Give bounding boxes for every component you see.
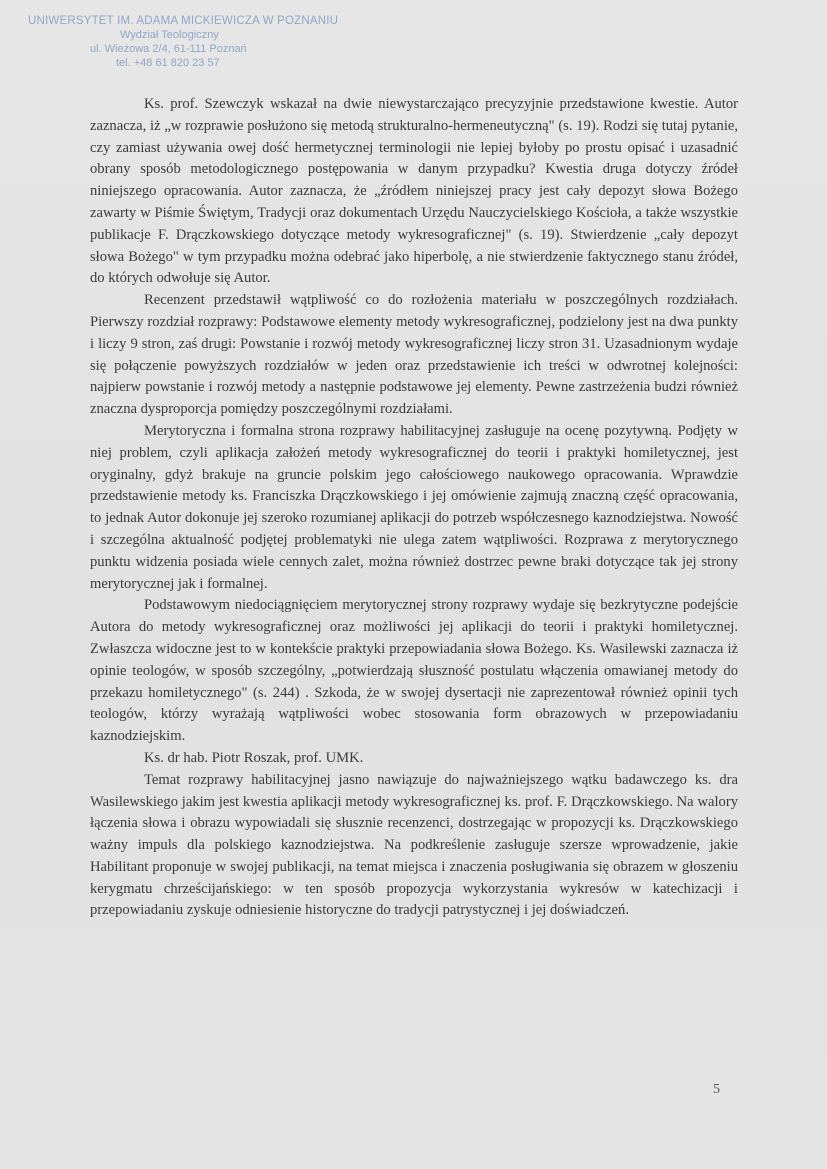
document-body bbox=[90, 94, 738, 922]
letterhead-address: ul. Wieżowa 2/4, 61-111 Poznań bbox=[90, 43, 247, 55]
letterhead bbox=[28, 14, 408, 70]
paragraph-1: Ks. prof. Szewczyk wskazał na dwie niewystarczająco precyzyjnie przedstawione kwestie. Autor zaznacza, iż „w rozprawie posłużono się metodą strukturalno-hermeneutyczną" (s. 19). Rodzi się tutaj pytanie, czy zamiast używania owej dość hermetycznej terminologii nie lepiej byłoby po prostu opisać i uzasadnić obrany sposób metodologicznego postępowania w danym przypadku? Kwestia druga dotyczy źródeł niniejszego opracowania. Autor zaznacza, że „źródłem niniejszej pracy jest cały depozyt słowa Bożego zawarty w Piśmie Świętym, Tradycji oraz dokumentach Urzędu Nauczycielskiego Kościoła, a także wszystkie publikacje F. Drączkowskiego dotyczące metody wykresograficznej" (s. 19). Stwierdzenie „cały depozyt słowa Bożego" w tym przypadku można odebrać jako hiperbolę, a nie stwierdzenie faktycznego stanu źródeł, do których odwołuje się Autor. bbox=[90, 96, 738, 287]
reviewer-name: Ks. dr hab. Piotr Roszak, prof. UMK. bbox=[144, 749, 364, 766]
page-number: 5 bbox=[713, 1082, 720, 1097]
paragraph-5: Temat rozprawy habilitacyjnej jasno nawiązuje do najważniejszego wątku badawczego ks. dra Wasilewskiego jakim jest kwestia aplikacji metody wykresograficznej ks. prof. F. Drączkowskiego. Na walory łączenia słowa i obrazu wypowiadali się słusznie recenzenci, dostrzegając w propozycji ks. Drączkowskiego ważny impuls dla polskiego kaznodziejstwa. Na podkreślenie zasługuje szersze wprowadzenie, jakie Habilitant proponuje w swojej publikacji, na temat miejsca i znaczenia posługiwania się obrazem w głoszeniu kerygmatu chrześcijańskiego: w ten sposób propozycja wykorzystania wykresów w katechizacji i przepowiadaniu zyskuje odniesienie historyczne do tradycji patrystycznej i jej doświadczeń. bbox=[90, 771, 738, 919]
paragraph-4: Podstawowym niedociągnięciem merytorycznej strony rozprawy wydaje się bezkrytyczne podejście Autora do metody wykresograficznej oraz możliwości jej aplikacji do teorii i praktyki homiletycznej. Zwłaszcza widoczne jest to w kontekście praktyki przepowiadania słowa Bożego. Ks. Wasilewski zaznacza iż opinie teologów, w sposób szczególny, „potwierdzają słuszność postulatu włączenia omawianej metody do przekazu homiletycznego" (s. 244) . Szkoda, że w swojej dysertacji nie zaprezentował również opinii tych teologów, którzy wyrażają wątpliwości wobec stosowania form obrazowych w przepowiadaniu kaznodziejskim. bbox=[90, 597, 738, 745]
letterhead-faculty: Wydział Teologiczny bbox=[120, 29, 219, 41]
letterhead-phone: tel. +48 61 820 23 57 bbox=[116, 57, 220, 69]
letterhead-university: UNIWERSYTET IM. ADAMA MICKIEWICZA W POZNANIU bbox=[28, 15, 339, 27]
paragraph-3: Merytoryczna i formalna strona rozprawy habilitacyjnej zasługuje na ocenę pozytywną. Podjęty w niej problem, czyli aplikacja założeń metody wykresograficznej do teorii i praktyki homiletycznej, jest oryginalny, gdyż brakuje na gruncie polskim jego całościowego naukowego opracowania. Wprawdzie przedstawienie metody ks. Franciszka Drączkowskiego i jej omówienie zajmują znaczną część opracowania, to jednak Autor dokonuje jej szeroko rozumianej aplikacji do potrzeb współczesnego kaznodziejstwa. Nowość i szczególna aktualność podjętej problematyki nie ulega zatem wątpliwości. Rozprawa z merytorycznego punktu widzenia posiada wiele cennych zalet, można również dostrzec pewne braki dotyczące tak jej strony merytorycznej jak i formalnej. bbox=[90, 422, 738, 592]
paragraph-2: Recenzent przedstawił wątpliwość co do rozłożenia materiału w poszczególnych rozdziałach. Pierwszy rozdział rozprawy: Podstawowe elementy metody wykresograficznej, podzielony jest na dwa punkty i liczy 9 stron, zaś drugi: Powstanie i rozwój metody wykresograficznej liczy stron 31. Uzasadnionym wydaje się połączenie powyższych rozdziałów w jeden oraz przedstawienie ich treści w odwrotnej kolejności: najpierw powstanie i rozwój metody a następnie podstawowe jej elementy. Pewne zastrzeżenia budzi również znaczna dysproporcja pomiędzy poszczególnymi rozdziałami. bbox=[90, 292, 738, 418]
